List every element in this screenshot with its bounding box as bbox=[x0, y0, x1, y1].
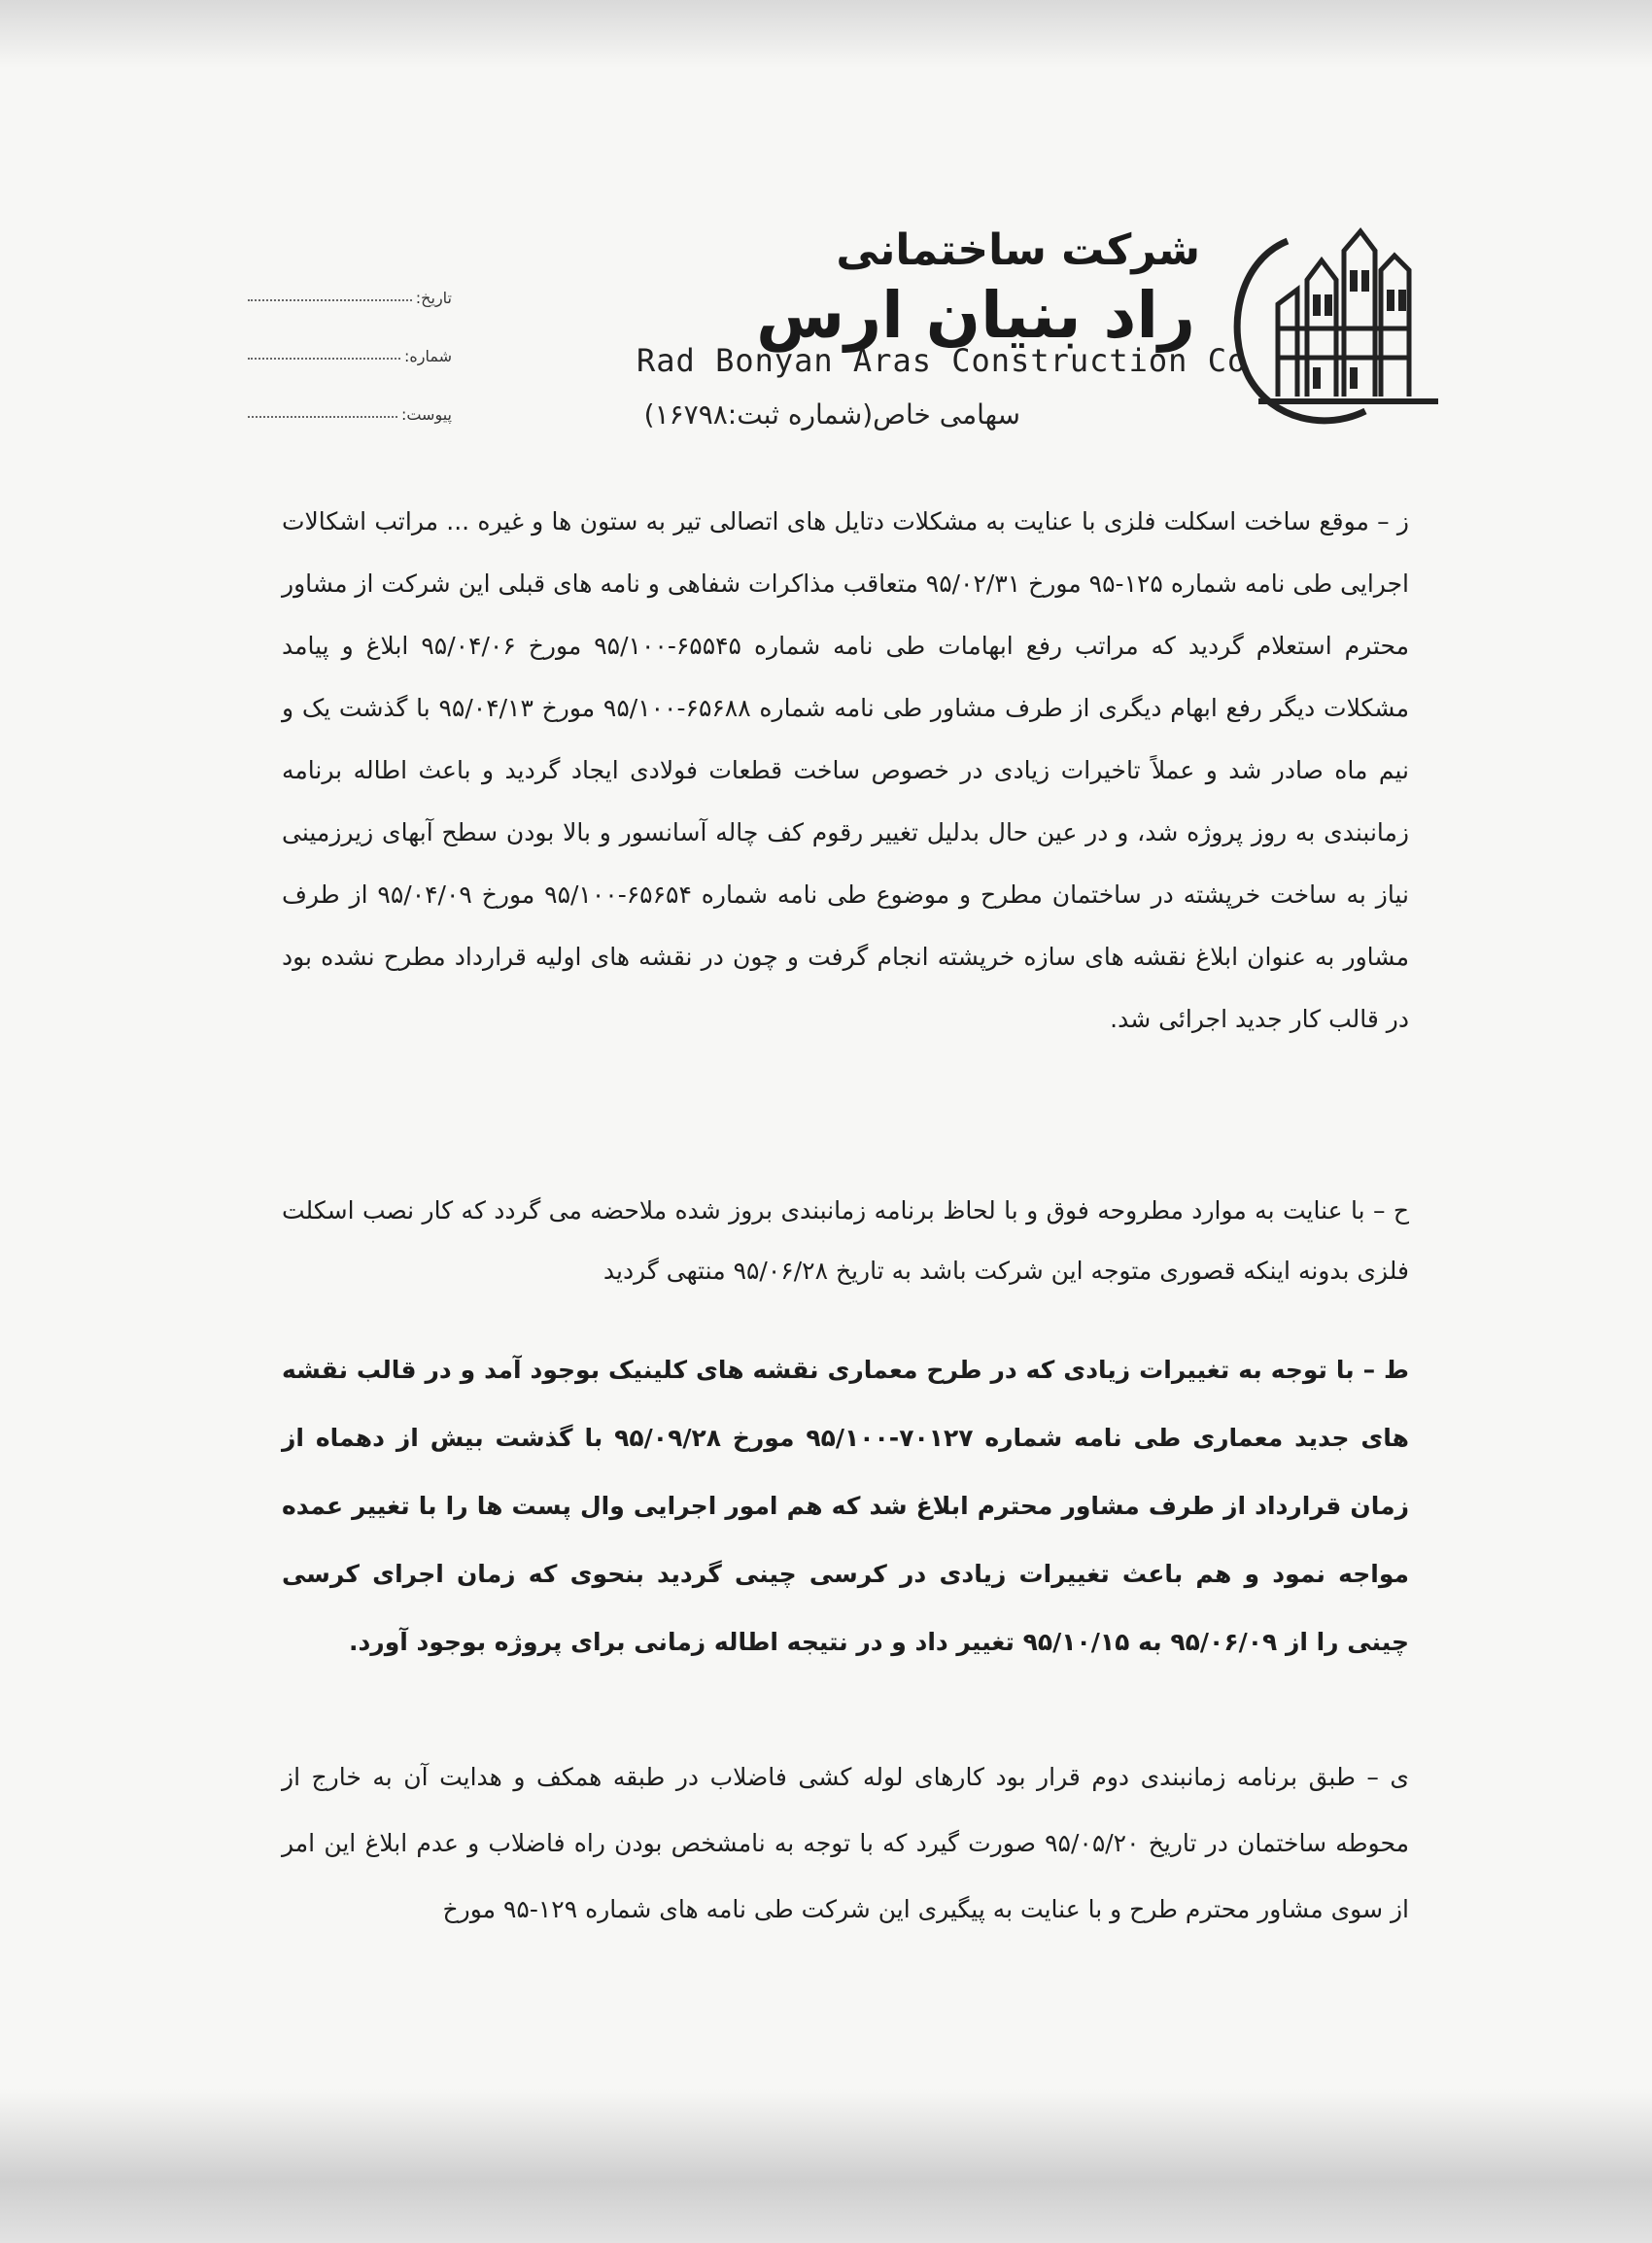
attachment-dotted-line bbox=[248, 412, 397, 418]
company-logo-icon bbox=[1220, 212, 1443, 435]
number-field bbox=[248, 332, 452, 365]
scan-shadow-bottom bbox=[0, 2089, 1652, 2243]
date-field bbox=[248, 274, 452, 307]
paragraph-z: ز – موقع ساخت اسکلت فلزی با عنایت به مشکلات دتایل های اتصالی تیر به ستون ها و غیره ... مراتب اشکالات اجرایی طی نامه شماره ۱۲۵-۹۵ مورخ ۹۵/۰۲/۳۱ متعاقب مذاکرات شفاهی و نامه های قبلی این شرکت از مشاور محترم استعلام گردید که مراتب رفع ابهامات طی نامه شماره ۶۵۵۴۵-۹۵/۱۰۰ مورخ ۹۵/۰۴/۰۶ ابلاغ و پیامد مشکلات دیگر رفع ابهام دیگری از طرف مشاور طی نامه شماره ۶۵۶۸۸-۹۵/۱۰۰ مورخ ۹۵/۰۴/۱۳ با گذشت یک و نیم ماه صادر شد و عملاً تاخیرات زیادی در خصوص ساخت قطعات فولادی ایجاد گردید و باعث اطاله برنامه زمانبندی به روز پروژه شد، و در عین حال بدلیل تغییر رقوم کف چاله آسانسور و بالا بودن سطح آبهای زیرزمینی نیاز به ساخت خرپشته در ساختمان مطرح و موضوع طی نامه شماره ۶۵۶۵۴-۹۵/۱۰۰ مورخ ۹۵/۰۴/۰۹ از طرف مشاور به عنوان ابلاغ نقشه های سازه خرپشته انجام گرفت و چون در نقشه های اولیه قرارداد مطرح نشده بود در قالب کار جدید اجرائی شد. bbox=[282, 507, 1409, 1033]
paragraph-y: ی – طبق برنامه زمانبندی دوم قرار بود کارهای لوله کشی فاضلاب در طبقه همکف و هدایت آن به خارج از محوطه ساختمان در تاریخ ۹۵/۰۵/۲۰ صورت گیرد که با توجه به نامشخص بودن راه فاضلاب و عدم ابلاغ این امر از سوی مشاور محترم طرح و با عنایت به پیگیری این شرکت طی نامه های شماره ۱۲۹-۹۵ مورخ bbox=[282, 1763, 1409, 1923]
paragraph-t: ط – با توجه به تغییرات زیادی که در طرح معماری نقشه های کلینیک بوجود آمد و در قالب نقشه های جدید معماری طی نامه شماره ۷۰۱۲۷-۹۵/۱۰۰ مورخ ۹۵/۰۹/۲۸ با گذشت بیش از دهماه از زمان قرارداد از طرف مشاور محترم ابلاغ شد که هم امور اجرایی وال پست ها را با تغییر عمده مواجه نمود و هم باعث تغییرات زیادی در کرسی چینی گردید بنحوی که زمان اجرای کرسی چینی را از ۹۵/۰۶/۰۹ به ۹۵/۱۰/۱۵ تغییر داد و در نتیجه اطاله زمانی برای پروژه بوجود آورد. bbox=[282, 1356, 1409, 1656]
attachment-field bbox=[248, 391, 452, 424]
company-type: شرکت ساختمانی bbox=[836, 225, 1200, 275]
date-dotted-line bbox=[248, 295, 412, 301]
attachment-label: پیوست: bbox=[400, 405, 452, 424]
number-dotted-line bbox=[248, 354, 400, 360]
company-name-en: Rad Bonyan Aras Construction Co bbox=[637, 342, 1248, 379]
scan-shadow-top bbox=[0, 0, 1652, 68]
company-registration: سهامی خاص(شماره ثبت:۱۶۷۹۸) bbox=[643, 398, 1020, 431]
paragraph-h: ح – با عنایت به موارد مطروحه فوق و با لحاظ برنامه زمانبندی بروز شده ملاحضه می گردد که کار نصب اسکلت فلزی بدونه اینکه قصوری متوجه این شرکت باشد به تاریخ ۹۵/۰۶/۲۸ منتهی گردید bbox=[282, 1196, 1409, 1285]
number-label: شماره: bbox=[403, 347, 452, 365]
date-label: تاریخ: bbox=[415, 289, 452, 307]
company-name-fa: راد بنیان ارس bbox=[756, 278, 1195, 353]
